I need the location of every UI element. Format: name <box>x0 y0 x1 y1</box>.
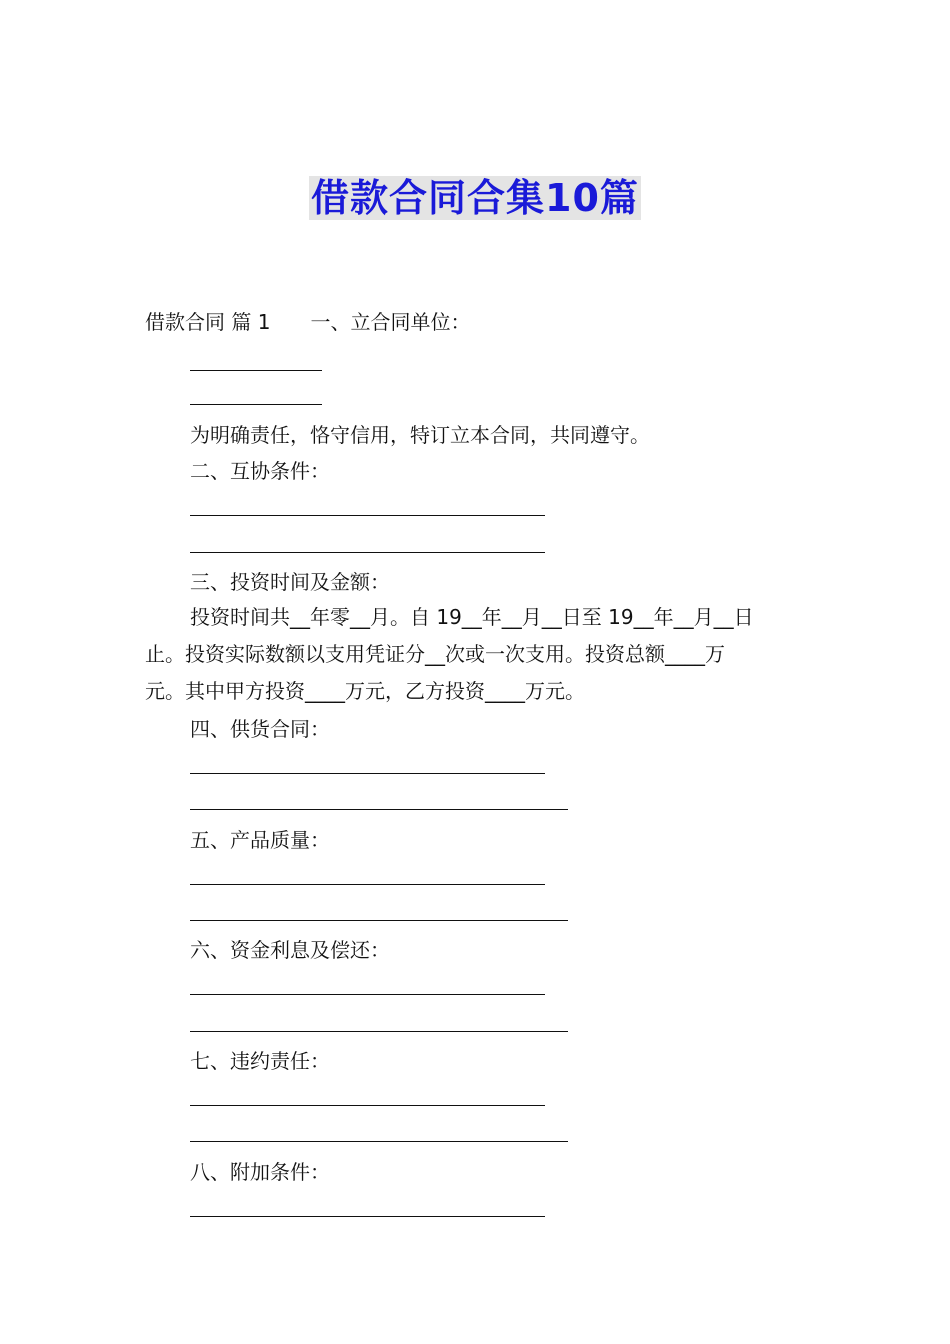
blank-line <box>190 370 322 371</box>
blank-line <box>190 515 545 516</box>
blank-line <box>190 552 545 553</box>
investment-line-1: 投资时间共__年零__月。自 19__年__月__日至 19__年__月__日 <box>190 605 754 629</box>
section-2-heading: 二、互协条件： <box>190 459 330 483</box>
blank-line <box>190 920 568 921</box>
blank-line <box>190 773 545 774</box>
article-label: 借款合同 篇 1 <box>145 310 271 334</box>
blank-line <box>190 1105 545 1106</box>
blank-line <box>190 404 322 405</box>
blank-line <box>190 1031 568 1032</box>
section-3-heading: 三、投资时间及金额： <box>190 570 390 594</box>
document-title: 借款合同合集10篇 <box>311 176 639 220</box>
section-5-heading: 五、产品质量： <box>190 828 330 852</box>
section-1-heading: 一、立合同单位： <box>310 310 471 334</box>
title-block <box>0 176 950 220</box>
investment-line-2: 止。投资实际数额以支用凭证分__次或一次支用。投资总额____万 <box>145 642 725 666</box>
section-4-heading: 四、供货合同： <box>190 717 330 741</box>
blank-line <box>190 809 568 810</box>
investment-line-3: 元。其中甲方投资____万元，乙方投资____万元。 <box>145 679 585 703</box>
intro-text: 为明确责任，恪守信用，特订立本合同，共同遵守。 <box>190 423 650 447</box>
section-6-heading: 六、资金利息及偿还： <box>190 938 390 962</box>
section-7-heading: 七、违约责任： <box>190 1049 330 1073</box>
article-heading <box>145 310 470 334</box>
blank-line <box>190 994 545 995</box>
blank-line <box>190 884 545 885</box>
section-8-heading: 八、附加条件： <box>190 1160 330 1184</box>
blank-line <box>190 1216 545 1217</box>
blank-line <box>190 1141 568 1142</box>
